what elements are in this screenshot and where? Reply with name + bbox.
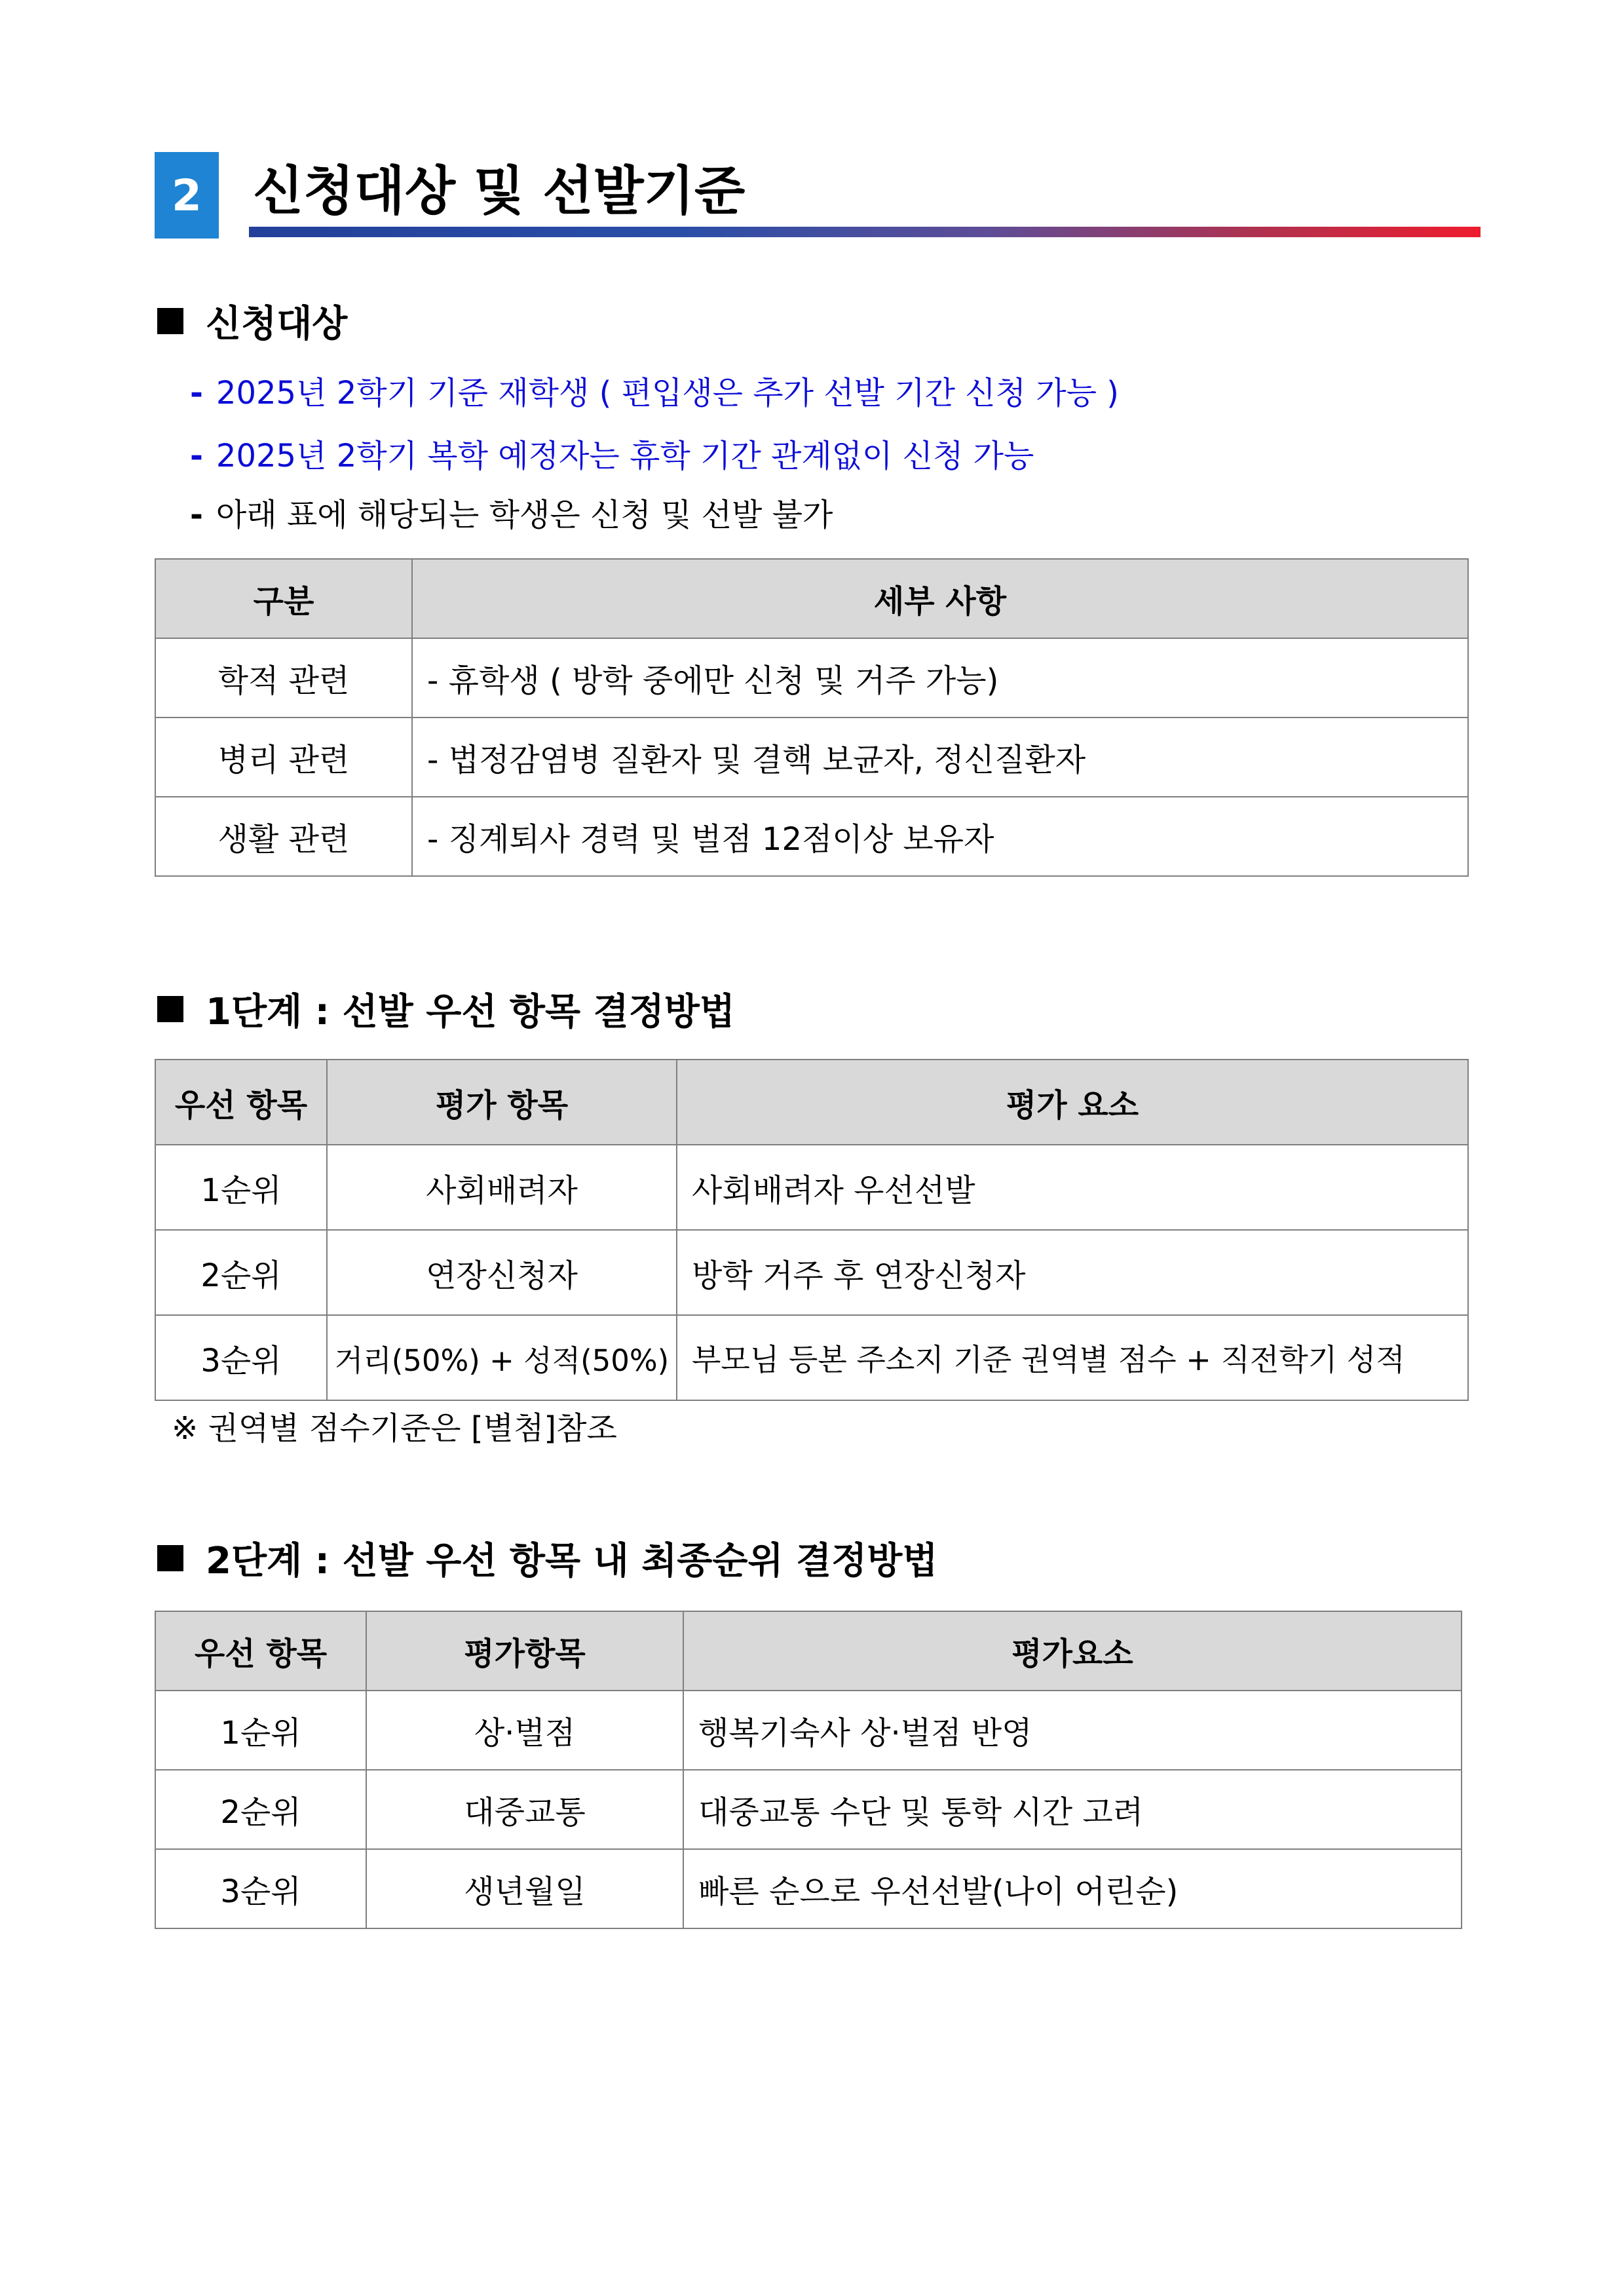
black-square-icon (157, 996, 183, 1022)
table-cell: 2순위 (155, 1230, 327, 1315)
stage1-note: ※ 권역별 점수기준은 [별첨]참조 (172, 1410, 617, 1447)
stage1-table (155, 1059, 1469, 1401)
table-cell: 2순위 (155, 1770, 366, 1849)
table-header-cell: 구분 (155, 559, 412, 638)
table-header-row (155, 559, 1468, 638)
table-cell: - 징계퇴사 경력 및 벌점 12점이상 보유자 (412, 797, 1468, 876)
table-cell: 병리 관련 (155, 718, 412, 797)
bullet-dash: - (190, 497, 203, 533)
table-cell: 생년월일 (366, 1849, 683, 1928)
table-row (155, 638, 1468, 718)
section-title: 신청대상 및 선발기준 (253, 161, 746, 221)
table-row (155, 1770, 1462, 1849)
table-cell: 연장신청자 (327, 1230, 677, 1315)
stage2-table (155, 1611, 1462, 1929)
table-cell: - 휴학생 ( 방학 중에만 신청 및 거주 가능) (412, 638, 1468, 718)
black-square-icon (157, 308, 183, 334)
bullet-text: 2025년 2학기 기준 재학생 ( 편입생은 추가 선발 기간 신청 가능 ) (216, 375, 1120, 411)
table-header-cell: 우선 항목 (155, 1611, 366, 1691)
table-cell: 대중교통 수단 및 통학 시간 고려 (683, 1770, 1462, 1849)
table-cell: 상·벌점 (366, 1691, 683, 1770)
table-cell: 대중교통 (366, 1770, 683, 1849)
table-header-cell: 평가항목 (366, 1611, 683, 1691)
table-cell: 사회배려자 우선선발 (677, 1145, 1468, 1230)
table-header-row (155, 1060, 1468, 1145)
table-cell: 빠른 순으로 우선선발(나이 어린순) (683, 1849, 1462, 1928)
section-title-underline (249, 227, 1481, 237)
table-cell: 1순위 (155, 1145, 327, 1230)
black-square-icon (157, 1545, 183, 1571)
eligibility-heading (157, 292, 347, 351)
table-cell: 방학 거주 후 연장신청자 (677, 1230, 1468, 1315)
eligibility-bullet (190, 430, 1034, 482)
table-cell: 3순위 (155, 1849, 366, 1928)
table-header-cell: 평가 항목 (327, 1060, 677, 1145)
table-header-cell: 평가 요소 (677, 1060, 1468, 1145)
bullet-text: 2025년 2학기 복학 예정자는 휴학 기간 관계없이 신청 가능 (216, 438, 1034, 474)
table-row (155, 1691, 1462, 1770)
table-cell: 행복기숙사 상·벌점 반영 (683, 1691, 1462, 1770)
section-number-badge: 2 (155, 152, 219, 239)
bullet-dash: - (190, 375, 203, 411)
stage2-heading-text: 2단계 : 선발 우선 항목 내 최종순위 결정방법 (206, 1540, 938, 1582)
ineligibility-table (155, 558, 1469, 877)
table-header-cell: 세부 사항 (412, 559, 1468, 638)
table-header-cell: 평가요소 (683, 1611, 1462, 1691)
table-header-row (155, 1611, 1462, 1691)
stage1-heading-text: 1단계 : 선발 우선 항목 결정방법 (206, 991, 735, 1033)
table-row (155, 1849, 1462, 1928)
table-cell: 사회배려자 (327, 1145, 677, 1230)
table-cell: 학적 관련 (155, 638, 412, 718)
table-cell: 거리(50%) + 성적(50%) (327, 1315, 677, 1400)
eligibility-heading-text: 신청대상 (206, 303, 348, 345)
bullet-text: 아래 표에 해당되는 학생은 신청 및 선발 불가 (216, 497, 833, 533)
table-cell: 부모님 등본 주소지 기준 권역별 점수 + 직전학기 성적 (677, 1315, 1468, 1400)
table-row (155, 1315, 1468, 1400)
table-row (155, 1145, 1468, 1230)
eligibility-bullet (190, 367, 1119, 419)
stage1-heading (157, 980, 735, 1039)
bullet-dash: - (190, 438, 203, 474)
eligibility-bullet (190, 489, 833, 541)
table-header-cell: 우선 항목 (155, 1060, 327, 1145)
table-row (155, 797, 1468, 876)
table-cell: 1순위 (155, 1691, 366, 1770)
table-cell: 3순위 (155, 1315, 327, 1400)
table-row (155, 1230, 1468, 1315)
table-row (155, 718, 1468, 797)
table-cell: 생활 관련 (155, 797, 412, 876)
stage2-heading (157, 1529, 937, 1588)
table-cell: - 법정감염병 질환자 및 결핵 보균자, 정신질환자 (412, 718, 1468, 797)
